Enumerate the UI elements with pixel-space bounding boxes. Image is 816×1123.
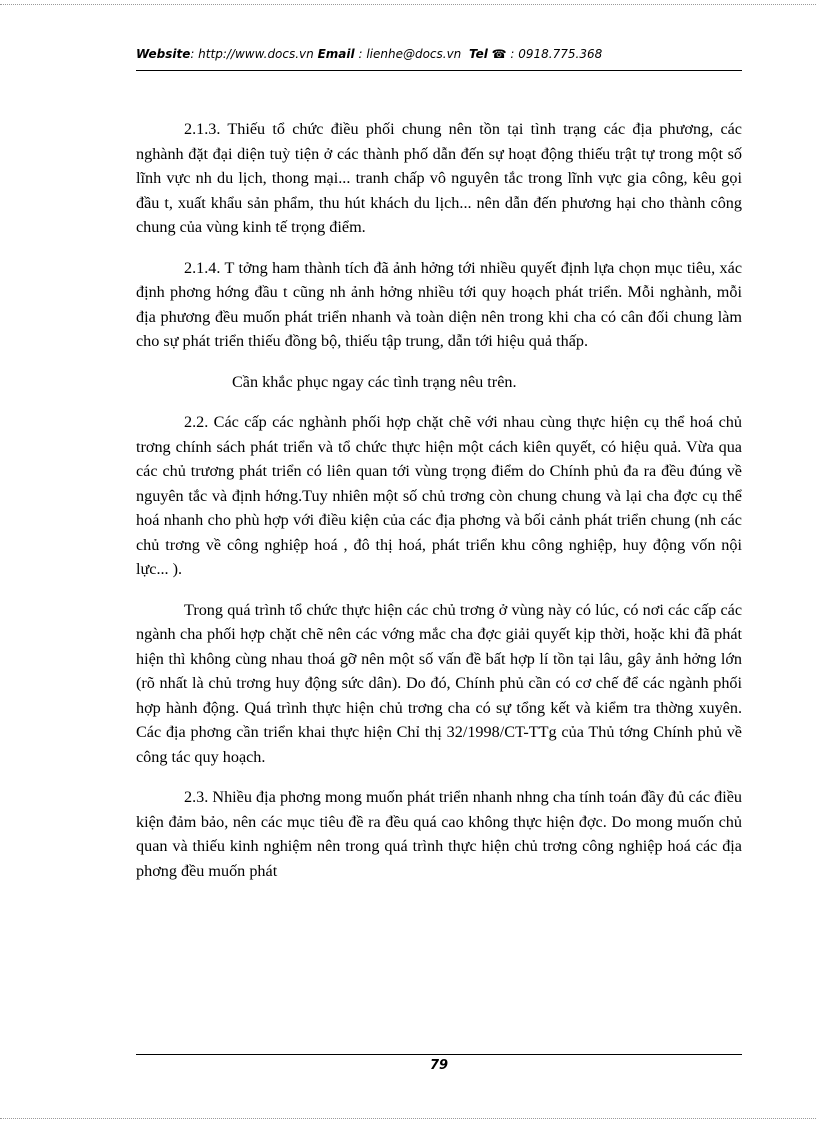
header-rule — [136, 70, 742, 71]
page-header — [136, 47, 742, 61]
document-body — [136, 117, 742, 899]
paragraph-2-2: 2.2. Các cấp các nghành phối hợp chặt chẽ với nhau cùng thực hiện cụ thể hoá chủ trơng chính sách phát triển và tổ chức thực hiện một cách kiên quyết, có hiệu quả. Vừa qua các chủ trương phát triển có liên quan tới vùng trọng điểm do Chính phủ đa ra đều đúng về nguyên tắc và định hớng.Tuy nhiên một số chủ trơng còn chung chung và lại cha đợc cụ thể hoá nhanh cho phù hợp với điều kiện của các địa phơng và bối cảnh phát triển chung (nh các chủ trơng về công nghiệp hoá , đô thị hoá, phát triển khu công nghiệp, huy động vốn nội lực... ). — [136, 413, 742, 578]
paragraph-2-3: 2.3. Nhiều địa phơng mong muốn phát triển nhanh nhng cha tính toán đầy đủ các điều kiện đảm bảo, nên các mục tiêu đề ra đều quá cao không thực hiện đợc. Do mong muốn chủ quan và thiếu kinh nghiệm nên trong quá trình thực hiện chủ trơng công nghiệp hoá các địa phơng đều muốn phát — [136, 788, 742, 880]
tel-value: ☎ : 0918.775.368 — [487, 47, 603, 61]
page-border-bottom — [0, 1118, 816, 1119]
footer-rule — [136, 1054, 742, 1055]
email-label: Email — [317, 47, 355, 61]
website-value: : http://www.docs.vn — [190, 47, 314, 61]
paragraph-implementation: Trong quá trình tổ chức thực hiện các chủ trơng ở vùng này có lúc, có nơi các cấp các ngành cha phối hợp chặt chẽ nên các vớng mắc cha đợc giải quyết kịp thời, hoặc khi đã phát hiện thì không cùng nhau thoá gỡ nên một số vấn đề bất hợp lí tồn tại lâu, gây ảnh hởng lớn (rõ nhất là chủ trơng huy động sức dân). Do đó, Chính phủ cần có cơ chế để các ngành phối hợp hành động. Quá trình thực hiện chủ trơng cha có sự tổng kết và kiểm tra thờng xuyên. Các địa phơng cần triển khai thực hiện Chỉ thị 32/1998/CT-TTg của Thủ tớng Chính phủ về công tác quy hoạch. — [136, 600, 742, 766]
page-number: 79 — [429, 1058, 449, 1073]
tel-label: Tel — [468, 47, 488, 61]
paragraph-note: Cần khắc phục ngay các tình trạng nêu trên. — [232, 372, 517, 391]
website-label: Website — [136, 47, 191, 61]
paragraph-2-1-4: 2.1.4. T tởng ham thành tích đã ảnh hởng tới nhiều quyết định lựa chọn mục tiêu, xác định phơng hớng đầu t cũng nh ảnh hởng nhiều tới quy hoạch phát triển. Mỗi nghành, mỗi địa phương đều muốn phát triển nhanh và toàn diện nên trong khi cha có cân đối chung làm cho sự phát triển thiếu đồng bộ, thiếu tập trung, dẫn tới hiệu quả thấp. — [136, 258, 742, 350]
page-border-top — [0, 4, 816, 5]
paragraph-2-1-3: 2.1.3. Thiếu tổ chức điều phối chung nên tồn tại tình trạng các địa phương, các nghành đặt đại diện tuỳ tiện ở các thành phố dẫn đến sự hoạt động thiếu trật tự trong một số lĩnh vực nh du lịch, thong mại... tranh chấp vô nguyên tắc trong lĩnh vực gia công, kêu gọi đầu t, xuất khẩu sản phẩm, thu hút khách du lịch... nên dẫn đến phương hại cho thành công chung của vùng kinh tế trọng điểm. — [136, 120, 742, 236]
email-value: : lienhe@docs.vn — [354, 47, 462, 61]
